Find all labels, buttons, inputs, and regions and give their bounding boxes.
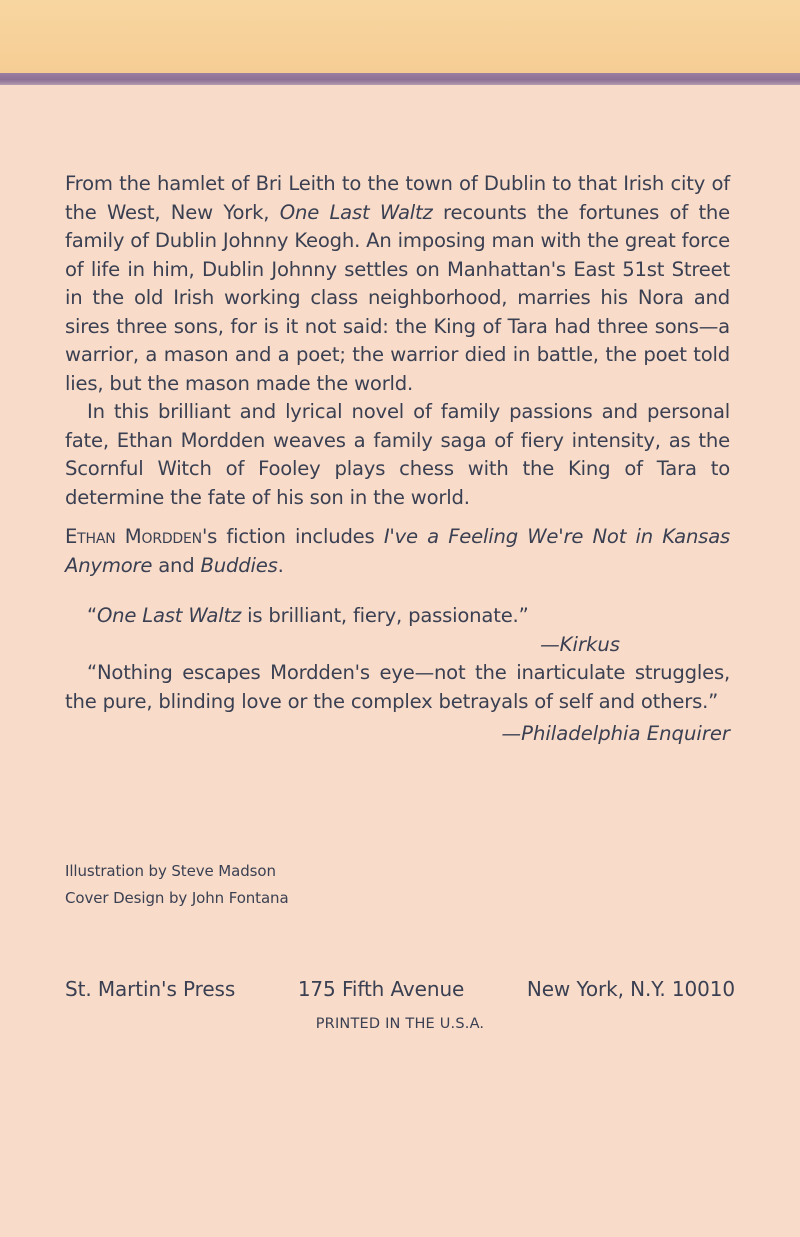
author-note-text: 's fiction includes (201, 525, 384, 548)
publisher-city: New York, N.Y. 10010 (526, 977, 735, 1001)
author-note-text: and (152, 553, 201, 577)
blurb-paragraph-2: In this brilliant and lyrical novel of family passions and personal fate, Ethan Mordden weaves a family saga of fiery intensity, as the Scornful Witch of Fooley plays chess with the King of Tara to determine the fate of his son in the world. (65, 400, 730, 509)
back-cover-copy (65, 170, 730, 749)
illustration-credit: Illustration by Steve Madson (65, 862, 276, 880)
blurb-text: From the hamlet of Bri Leith to the town of Dublin to that Irish city of the West, New York, (65, 172, 730, 224)
top-color-band (0, 0, 800, 73)
review-quote-philadelphia: “Nothing escapes Mordden's eye—not the inarticulate struggles, the pure, blinding love or the complex betrayals of self and others.” (65, 661, 730, 713)
review-quote-kirkus (65, 602, 730, 631)
publisher-address: 175 Fifth Avenue (297, 977, 465, 1001)
blurb-paragraph-1 (65, 170, 730, 398)
author-note-text: . (277, 553, 284, 577)
book-title: One Last Waltz (279, 200, 433, 224)
cover-design-credit: Cover Design by John Fontana (65, 889, 289, 907)
review-text: is brilliant, fiery, passionate.” (241, 604, 529, 627)
author-book-title: I've a Feeling We're Not in Kansas Anymore (65, 525, 731, 577)
top-purple-stripe (0, 73, 800, 85)
review-source-kirkus: —Kirkus (540, 632, 620, 656)
review-book-title: One Last Waltz (96, 604, 242, 627)
author-book-title: Buddies (200, 553, 278, 577)
printed-in-usa: PRINTED IN THE U.S.A. (315, 1016, 485, 1032)
publisher-name: St. Martin's Press (65, 977, 236, 1001)
author-note (65, 523, 730, 580)
author-name: Ethan Mordden (65, 525, 202, 548)
review-source-philadelphia: —Philadelphia Enquirer (501, 722, 730, 745)
publisher-line (65, 977, 735, 1001)
quote-mark: “ (87, 604, 97, 627)
credits (65, 858, 289, 912)
blurb-text: recounts the fortunes of the family of Dublin Johnny Keogh. An imposing man with the great force of life in him, Dublin Johnny settles on Manhattan's East 51st Street in the old Irish working class neighborhood, marries his Nora and sires three sons, for is it not said: the King of Tara had three sons—a warrior, a mason and a poet; the warrior died in battle, the poet told lies, but the mason made the world. (65, 200, 731, 395)
